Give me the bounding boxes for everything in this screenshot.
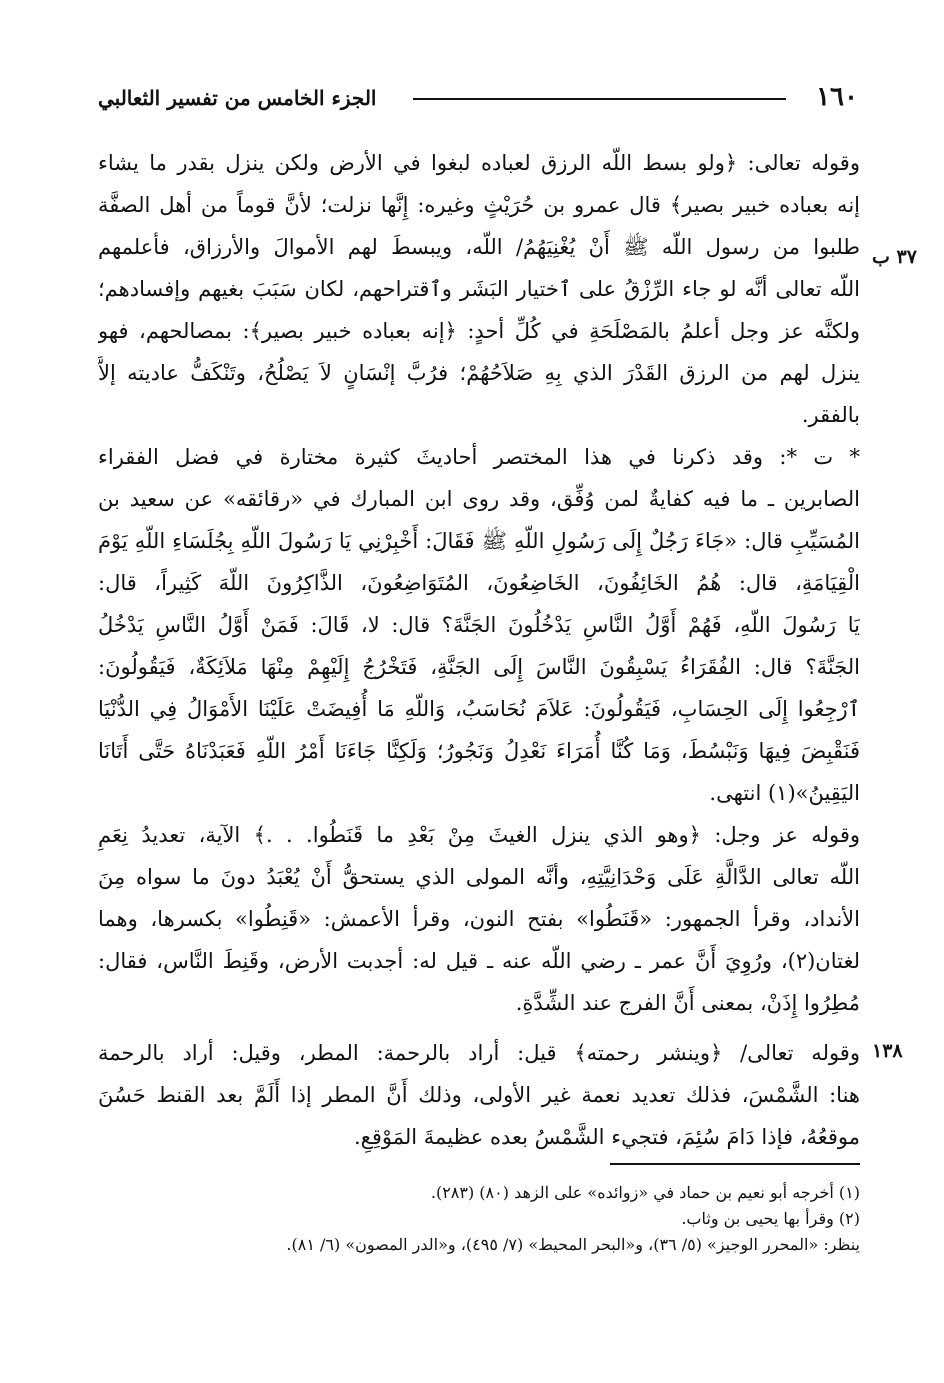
footnote-2-reference: ينظر: «المحرر الوجيز» (٥/ ٣٦)، و«البحر المحيط» (٧/ ٤٩٥)، و«الدر المصون» (٦/ ٨١). — [286, 1235, 860, 1254]
text-line: وقوله تعالى/ ﴿وينشر رحمته﴾ قيل: أراد بالرحمة: المطر، وقيل: أراد بالرحمة — [98, 1041, 860, 1065]
text-line: وقوله عز وجل: ﴿وهو الذي ينزل الغيثَ مِنْ بَعْدِ ما قَنَطُوا. . .﴾ الآية، تعديدُ نِعَمِ — [98, 823, 860, 847]
text-line: طلبوا من رسول اللّه ﷺ أَنْ يُغْنِيَهُمُ/ اللّه، ويبسطَ لهم الأموالَ والأرزاق، فأعلمهم — [98, 235, 860, 259]
text-line: إنه بعباده خبير بصير﴾ قال عمرو بن حُرَيْثٍ وغيره: إِنَّها نزلت؛ لأنَّ قوماً من أهل الصفَّة — [98, 193, 860, 217]
text-line: المُسَيِّبِ قال: «جَاءَ رَجُلٌ إِلَى رَسُولِ اللّهِ ﷺ فَقَالَ: أَخْبِرْنِي يَا رَسُولَ اللّهِ بِجُلَسَاءِ اللّهِ يَوْمَ — [98, 529, 860, 553]
footnote-2: (٢) وقرأ بها يحيى بن وثاب. — [681, 1209, 860, 1228]
paragraph-2 — [98, 436, 860, 814]
text-line: بالفقر. — [801, 403, 860, 427]
header-rule — [413, 98, 786, 100]
footnote-rule — [610, 1163, 860, 1165]
text-line: وقوله تعالى: ﴿ولو بسط اللّه الرزق لعباده لبغوا في الأرض ولكن ينزل بقدر ما يشاء — [98, 151, 860, 175]
text-line: ينزل لهم من الرزق القَدْرَ الذي بِهِ صَلاَحُهُمْ؛ فرُبَّ إنْسَانٍ لاَ يَصْلُحُ، وتَنْكَفُّ عاديته إلاَّ — [98, 361, 860, 385]
text-line: لغتان(٢)، ورُوِيَ أَنَّ عمر ـ رضي اللّه عنه ـ قيل له: أجدبت الأرض، وقَنِطَ النَّاس، فقال: — [98, 949, 860, 973]
footnote-1: (١) أخرجه أبو نعيم بن حماد في «زوائده» على الزهد (٨٠) (٢٨٣). — [430, 1183, 860, 1202]
text-line: ولكنَّه عز وجل أعلمُ بالمَصْلَحَةِ في كُلِّ أحدٍ: ﴿إنه بعباده خبير بصير﴾: بمصالحهم، فهو — [98, 319, 860, 343]
paragraph-4 — [98, 1032, 860, 1158]
text-line: هنا: الشَّمْسَ، فذلك تعديد نعمة غير الأولى، وذلك أَنَّ المطر إذا أَلَمَّ بعد القنط حَسُنَ — [98, 1083, 860, 1107]
text-line: الأنداد، وقرأ الجمهور: «قَنَطُوا» بفتح النون، وقرأ الأعمش: «قَنِطُوا» بكسرها، وهما — [98, 907, 860, 931]
text-line: اليَقِينُ»(١) انتهى. — [709, 781, 860, 805]
text-line: فَنَقْبِضَ فِيهَا وَنَبْسُطَ، وَمَا كُنَّا أُمَرَاءَ نَعْدِلُ وَنَجُورُ؛ وَلَكِنَّا جَاءَنَا أَمْرُ اللّهِ فَعَبَدْنَاهُ حَتَّى أَتَانَا — [98, 739, 860, 763]
text-line: مُطِرُوا إِذَنْ، بمعنى أَنَّ الفرج عند الشِّدَّةِ. — [515, 991, 860, 1015]
page-number: ١٦٠ — [816, 82, 858, 112]
text-line: الصابرين ـ ما فيه كفايةٌ لمن وُفِّق، وقد روى ابن المبارك في «رقائقه» عن سعيد بن — [98, 487, 860, 511]
text-line: موقعُهُ، فإذا دَامَ سُئِمَ، فتجيء الشَّمْسُ بعده عظيمةَ المَوْقِعِ. — [354, 1125, 860, 1149]
footnotes — [98, 1180, 860, 1258]
text-line: الجَنَّةَ؟ قال: الفُقَرَاءُ يَسْبِقُونَ النَّاسَ إِلَى الجَنَّةِ، فَتَخْرُجُ إِلَيْهِمْ مِنْهَا مَلاَئِكَةٌ، فَيَقُولُونَ: — [98, 655, 860, 679]
text-line: يَا رَسُولَ اللّهِ، فَهُمْ أَوَّلُ النَّاسِ يَدْخُلُونَ الجَنَّةَ؟ قال: لا، قَالَ: فَمَنْ أَوَّلُ النَّاسِ يَدْخُلُ — [98, 613, 860, 637]
text-line: ٱرْجِعُوا إِلَى الحِسَابِ، فَيَقُولُونَ: عَلاَمَ نُحَاسَبُ، وَاللّهِ مَا أُفِيضَتْ عَلَيْنَا الأَمْوَالُ فِي الدُّنْيَا — [98, 697, 860, 721]
margin-note-37b: ٣٧ ب — [872, 246, 917, 268]
running-title: الجزء الخامس من تفسير الثعالبي — [98, 86, 377, 110]
text-line: اللّه تعالى الدَّالَّةِ عَلَى وَحْدَانِيَّتِهِ، وأنَّه المولى الذي يستحقُّ أَنْ يُعْبَدُ دونَ ما سواه مِنَ — [98, 865, 860, 889]
margin-note-38a: ١٣٨ — [872, 1040, 903, 1062]
paragraph-3 — [98, 814, 860, 1024]
text-line: * ت *: وقد ذكرنا في هذا المختصر أحاديثَ كثيرة مختارة في فضل الفقراء — [98, 445, 860, 469]
text-line: الْقِيَامَةِ، قال: هُمُ الخَائِفُونَ، الخَاضِعُونَ، المُتَوَاضِعُونَ، الذَّاكِرُونَ اللّهَ كَثِيراً، قال: — [98, 571, 860, 595]
running-header — [98, 82, 858, 122]
paragraph-1 — [98, 142, 860, 436]
text-line: اللّه تعالى أنَّه لو جاء الرِّزْقُ على ٱختيار البَشَر وٱقتراحهم، لكان سَبَبَ بغيهم وإفسادهم؛ — [98, 277, 860, 301]
